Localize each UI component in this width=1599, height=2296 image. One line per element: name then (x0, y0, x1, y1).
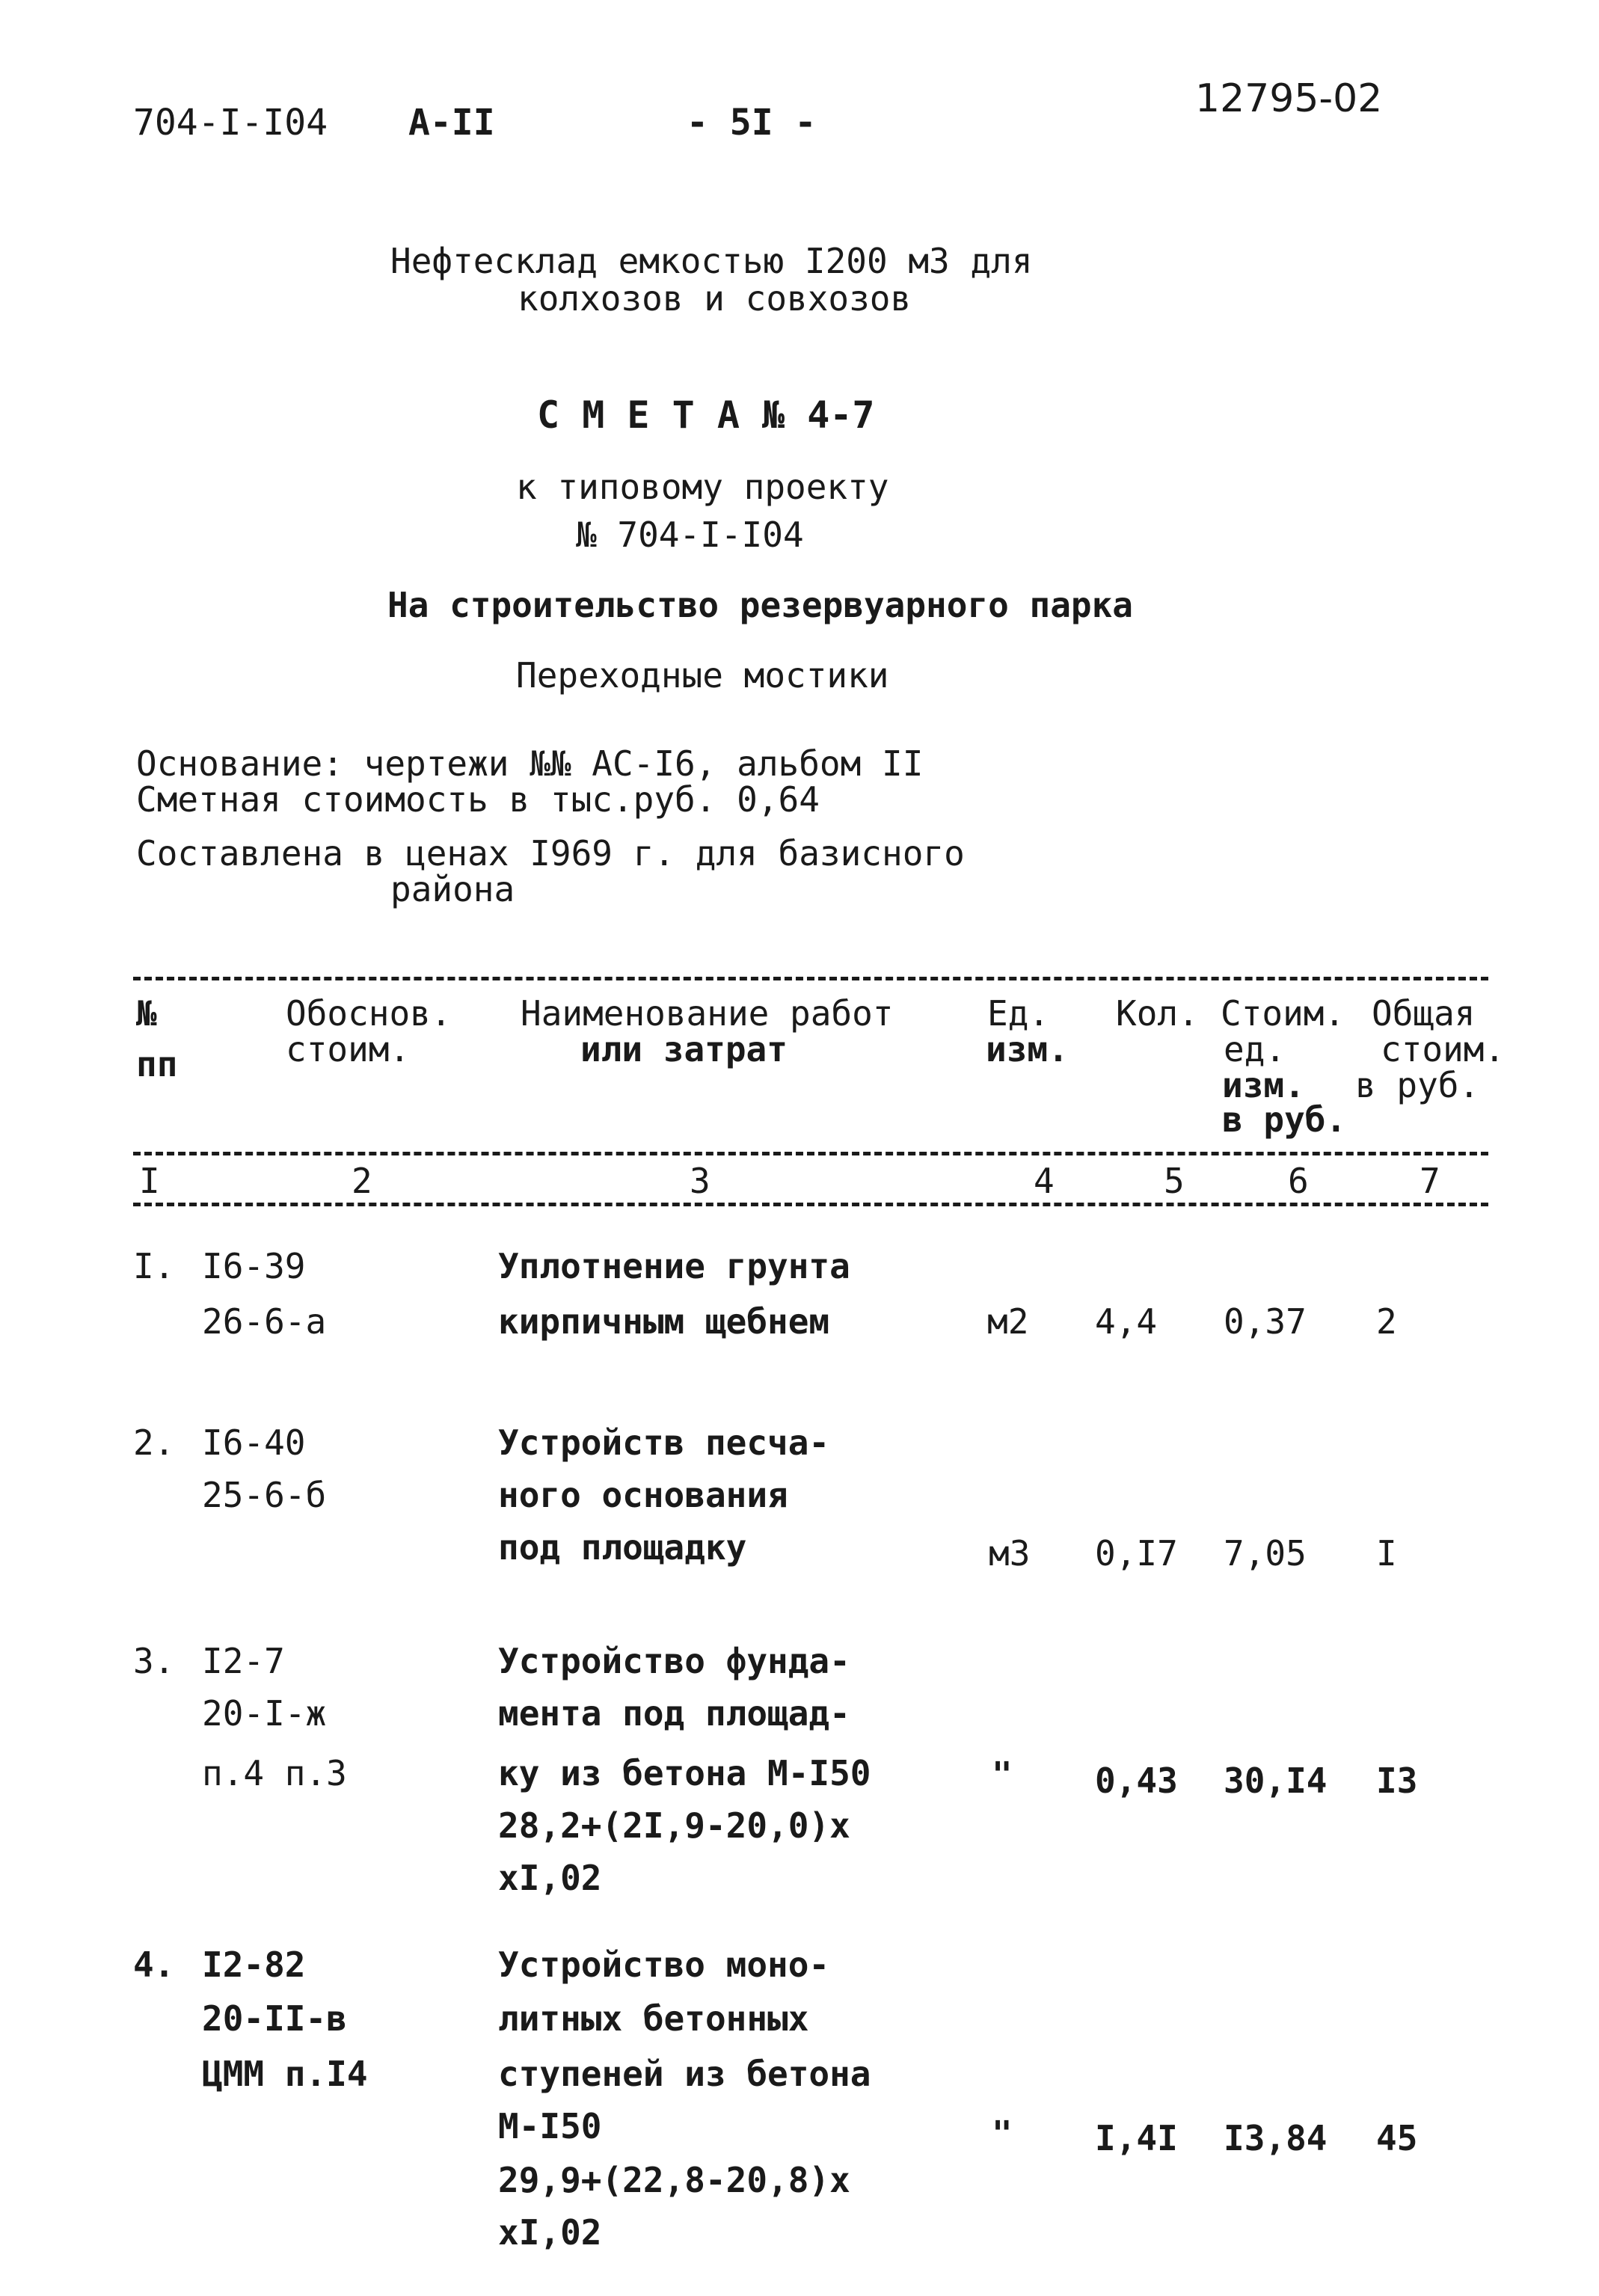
row-basis-line: 26-6-а (202, 1301, 327, 1342)
archive-number: 12795-02 (1195, 76, 1383, 121)
row-basis-line: I6-39 (202, 1246, 306, 1286)
row-name-line: мента под площад- (498, 1693, 850, 1734)
project-number: № 704-I-I04 (576, 515, 804, 555)
estimated-cost: Сметная стоимость в тыс.руб. 0,64 (136, 779, 820, 820)
col-number-5: 5 (1164, 1161, 1185, 1201)
row-basis-line: 25-6-б (202, 1475, 327, 1515)
header-col7-line2: стоим. (1381, 1029, 1506, 1069)
row-quantity: I,4I (1095, 2118, 1178, 2158)
header-col6-line1: Стоим. (1221, 993, 1345, 1034)
row-basis-line: 20-II-в (202, 1998, 347, 2039)
row-basis-line: ЦММ п.I4 (202, 2054, 368, 2094)
row-total: 45 (1376, 2118, 1418, 2158)
row-unit-cost: 7,05 (1224, 1533, 1307, 1574)
row-name-line: Устройство фунда- (498, 1641, 850, 1681)
row-basis-line: I2-82 (202, 1944, 306, 1985)
row-name-line: М-I50 (498, 2106, 602, 2146)
row-name-line: Уплотнение грунта (498, 1246, 850, 1286)
header-col6-line2: ед. (1224, 1029, 1286, 1069)
col-number-4: 4 (1034, 1161, 1055, 1201)
row-number: I. (133, 1246, 175, 1286)
row-basis-line: I2-7 (202, 1641, 285, 1681)
album-number: A-II (408, 102, 495, 144)
col-number-6: 6 (1288, 1161, 1309, 1201)
col-number-1: I (139, 1161, 160, 1201)
row-number: 3. (133, 1641, 175, 1681)
header-col2-line2: стоим. (286, 1029, 411, 1069)
section-title: Переходные мостики (516, 655, 889, 696)
row-name-line: Устройство моно- (498, 1944, 830, 1985)
header-col4-line1: Ед. (987, 993, 1050, 1034)
header-col6-line4: в руб. (1222, 1099, 1347, 1140)
col-number-2: 2 (352, 1161, 372, 1201)
title-line-1: Нефтесклад емкостью I200 м3 для (390, 241, 1033, 281)
row-quantity: 0,I7 (1095, 1533, 1178, 1574)
col-number-3: 3 (690, 1161, 711, 1201)
row-basis-line: п.4 п.3 (202, 1753, 347, 1793)
row-unit: м2 (987, 1301, 1029, 1342)
header-col7-line1: Общая (1372, 993, 1476, 1034)
basis-drawings: Основание: чертежи №№ АС-I6, альбом II (136, 743, 924, 784)
row-unit-cost: 30,I4 (1224, 1761, 1328, 1801)
header-col2-line1: Обоснов. (286, 993, 452, 1034)
header-col1-line1: № (136, 993, 157, 1034)
row-name-line: под площадку (498, 1527, 747, 1568)
header-col1-line2: пп (136, 1044, 178, 1084)
price-basis-region: района (390, 869, 515, 909)
row-quantity: 4,4 (1095, 1301, 1158, 1342)
row-name-line: кирпичным щебнем (498, 1301, 830, 1342)
row-name-line: 29,9+(22,8-20,8)х (498, 2160, 850, 2200)
document-code: 704-I-I04 (133, 102, 328, 144)
header-col3-line2: или затрат (580, 1029, 788, 1069)
row-total: I (1376, 1533, 1397, 1574)
row-number: 4. (133, 1944, 175, 1985)
header-col6-line3: изм. (1222, 1065, 1305, 1105)
row-name-line: ступеней из бетона (498, 2054, 871, 2094)
construction-title: На строительство резервуарного парка (387, 585, 1133, 625)
table-header-rule (133, 1152, 1488, 1155)
header-col5: Кол. (1116, 993, 1199, 1034)
row-name-line: литных бетонных (498, 1998, 809, 2039)
row-number: 2. (133, 1422, 175, 1463)
to-project-label: к типовому проекту (516, 467, 889, 507)
row-unit-ditto: " (992, 1755, 1013, 1795)
row-name-line: Устройств песча- (498, 1422, 830, 1463)
row-name-line: ного основания (498, 1475, 788, 1515)
header-col3-line1: Наименование работ (521, 993, 894, 1034)
page-number: - 5I - (687, 102, 817, 144)
row-basis-line: I6-40 (202, 1422, 306, 1463)
price-basis: Составлена в ценах I969 г. для базисного (136, 833, 965, 874)
header-col7-line3: в руб. (1355, 1065, 1480, 1105)
row-unit-cost: 0,37 (1224, 1301, 1307, 1342)
row-name-line: хI,02 (498, 1858, 602, 1898)
row-name-line: ку из бетона М-I50 (498, 1753, 871, 1793)
col-number-7: 7 (1420, 1161, 1440, 1201)
estimate-title: С М Е Т А № 4-7 (537, 393, 875, 437)
row-basis-line: 20-I-ж (202, 1693, 327, 1734)
row-total: 2 (1376, 1301, 1397, 1342)
table-top-rule (133, 977, 1488, 980)
row-name-line: хI,02 (498, 2212, 602, 2253)
row-unit-ditto: " (992, 2114, 1013, 2154)
row-quantity: 0,43 (1095, 1761, 1178, 1801)
row-name-line: 28,2+(2I,9-20,0)х (498, 1805, 850, 1846)
row-unit: м3 (989, 1533, 1031, 1574)
row-unit-cost: I3,84 (1224, 2118, 1328, 2158)
row-total: I3 (1376, 1761, 1418, 1801)
col-numbers-rule (133, 1203, 1488, 1206)
header-col4-line2: изм. (986, 1029, 1069, 1069)
title-line-2: колхозов и совхозов (518, 278, 912, 319)
